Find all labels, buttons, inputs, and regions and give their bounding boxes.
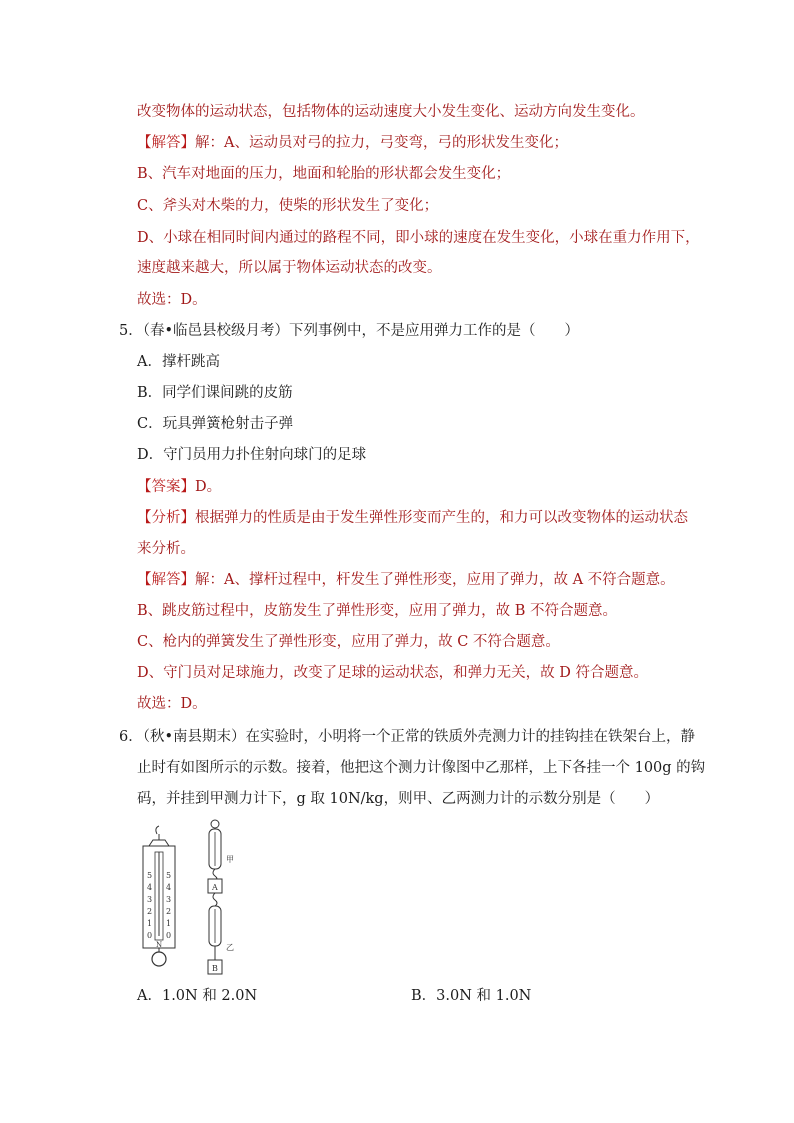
solution-tag: 【解答】 — [137, 135, 195, 151]
solution-line — [137, 133, 568, 153]
final-answer: 故选：D。 — [137, 696, 207, 712]
analysis-line — [137, 508, 688, 528]
scale-label: 4 — [147, 883, 153, 892]
scale-label: 1 — [166, 919, 172, 928]
question-6-stem-cont: 码，并挂到甲测力计下，g 取 10N/kg，则甲、乙两测力计的示数分别是（ ） — [137, 791, 660, 807]
scale-label: 0 — [147, 931, 153, 940]
answer-text: D。 — [195, 479, 222, 495]
analysis-text-cont: 来分析。 — [137, 541, 195, 557]
answer-line — [137, 477, 221, 497]
scale-label: 2 — [166, 907, 172, 916]
answer-tag: 【答案】 — [137, 479, 195, 495]
scale-label: 0 — [166, 931, 172, 940]
scale-label: 5 — [147, 871, 153, 880]
ring-icon — [152, 952, 166, 966]
question-6-stem: 6．（秋•南县期末）在实验时，小明将一个正常的铁质外壳测力计的挂钩挂在铁架台上，静 — [119, 729, 696, 745]
text-line: B、汽车对地面的压力，地面和轮胎的形状都会发生变化； — [137, 166, 511, 182]
spring-scale-figure — [135, 818, 255, 978]
analysis-tag: 【分析】 — [137, 510, 195, 526]
scale-label: 4 — [166, 883, 172, 892]
final-answer: 故选：D。 — [137, 292, 207, 308]
solution-text: 解：A、撑杆过程中，杆发生了弹性形变，应用了弹力，故 A 不符合题意。 — [195, 572, 675, 588]
scale-label: 5 — [166, 871, 172, 880]
text-line: 改变物体的运动状态，包括物体的运动速度大小发生变化、运动方向发生变化。 — [137, 104, 645, 120]
option-a: A．1.0N 和 2.0N — [137, 988, 258, 1004]
solution-text-b: B、跳皮筋过程中，皮筋发生了弹性形变，应用了弹力，故 B 不符合题意。 — [137, 603, 618, 619]
scale-label: 3 — [147, 895, 153, 904]
option-b: B．同学们课间跳的皮筋 — [137, 385, 293, 401]
left-spring-scale — [143, 826, 175, 966]
option-d: D．守门员用力扑住射向球门的足球 — [137, 447, 367, 463]
weight-a-label: A — [212, 883, 218, 892]
text-line: C、斧头对木柴的力，使柴的形状发生了变化； — [137, 198, 439, 214]
text-line: D、小球在相同时间内通过的路程不同，即小球的速度在发生变化，小球在重力作用下， — [137, 230, 700, 246]
scale-label: 2 — [147, 907, 153, 916]
option-c: C．玩具弹簧枪射击子弹 — [137, 416, 294, 432]
solution-line — [137, 570, 675, 590]
unit-label: N — [156, 941, 163, 949]
stacked-spring-scales — [208, 820, 234, 974]
solution-tag: 【解答】 — [137, 572, 195, 588]
solution-text-c: C、枪内的弹簧发生了弹性形变，应用了弹力，故 C 不符合题意。 — [137, 634, 560, 650]
scale-label: 3 — [166, 895, 172, 904]
scale-label: 1 — [147, 919, 153, 928]
question-5-stem: 5．（春•临邑县校级月考）下列事例中，不是应用弹力工作的是（ ） — [119, 323, 580, 339]
text-line: 速度越来越大，所以属于物体运动状态的改变。 — [137, 260, 442, 276]
weight-b-label: B — [212, 964, 218, 973]
analysis-text: 根据弹力的性质是由于发生弹性形变而产生的，和力可以改变物体的运动状态 — [195, 510, 688, 526]
option-a: A．撑杆跳高 — [137, 354, 220, 370]
option-b: B．3.0N 和 1.0N — [411, 988, 532, 1004]
question-6-stem-cont: 止时有如图所示的示数。接着，他把这个测力计像图中乙那样，上下各挂一个 100g 的钩 — [137, 760, 706, 776]
solution-text-d: D、守门员对足球施力，改变了足球的运动状态，和弹力无关，故 D 符合题意。 — [137, 665, 648, 681]
label-yi: 乙 — [226, 943, 234, 952]
label-jia: 甲 — [226, 855, 234, 864]
solution-text: 解：A、运动员对弓的拉力，弓变弯，弓的形状发生变化； — [195, 135, 568, 151]
